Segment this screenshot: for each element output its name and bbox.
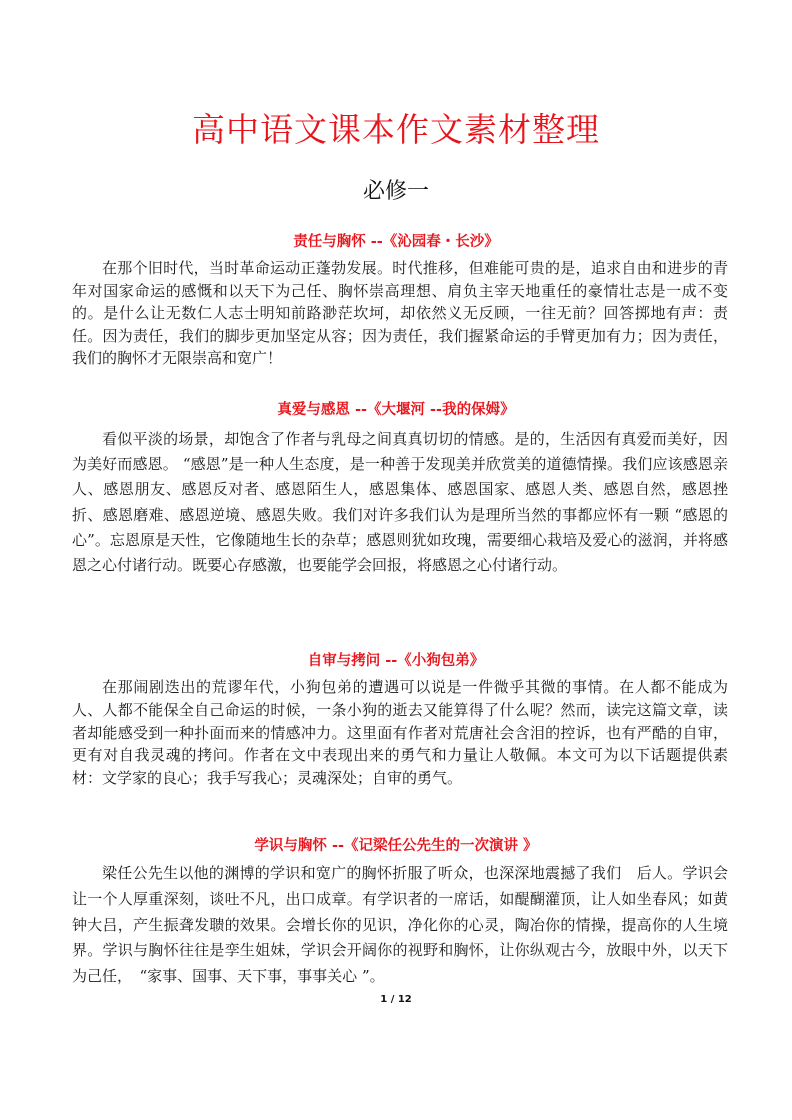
section-responsibility (0, 230, 792, 370)
section-heading: 责任与胸怀 --《沁园春・长沙》 (293, 234, 499, 250)
section-heading: 真爱与感恩 --《大堰河 --我的保姆》 (277, 402, 515, 418)
section-heading: 自审与拷问 --《小狗包弟》 (307, 653, 485, 669)
section-body: 在那个旧时代，当时革命运动正蓬勃发展。时代推移，但难能可贵的是，追求自由和进步的青年对国家命运的感慨和以天下为己任、胸怀崇高理想、肩负主宰天地重任的豪情壮志是一成不变的。是什么让无数仁人志士明知前路渺茫坎坷，却依然义无反顾，一往无前？回答掷地有声：责任。因为责任，我们的脚步更加坚定从容；因为责任，我们握紧命运的手臂更加有力；因为责任，我们的胸怀才无限崇高和宽广！ (72, 259, 728, 367)
document-subtitle: 必修一 (362, 179, 429, 204)
section-body: 看似平淡的场景，却饱含了作者与乳母之间真真切切的情感。是的，生活因有真爱而美好，因为美好而感恩。 “感恩”是一种人生态度，是一种善于发现美并欣赏美的道德情操。我们应该感恩亲人、感恩朋友、感恩反对者、感恩陌生人，感恩集体、感恩国家、感恩人类、感恩自然，感恩挫折、感恩磨难、感恩逆境、感恩失败。我们对许多我们认为是理所当然的事都应怀有一颗 “感恩的心”。忘恩原是天性，它像随地生长的杂草；感恩则犹如玫瑰，需要细心栽培及爱心的滋润，并将感恩之心付诸行动。既要心存感激，也要能学会回报，将感恩之心付诸行动。 (72, 430, 728, 575)
section-body: 在那闹剧迭出的荒谬年代，小狗包弟的遭遇可以说是一件微乎其微的事情。在人都不能成为人、人都不能保全自己命运的时候，一条小狗的逝去又能算得了什么呢？然而，读完这篇文章，读者却能感受到一种扑面而来的情感冲力。这里面有作者对荒唐社会含泪的控诉，也有严酷的自审，更有对自我灵魂的拷问。作者在文中表现出来的勇气和力量让人敬佩。本文可为以下话题提供素材：文学家的良心；我手写我心；灵魂深处；自审的勇气。 (72, 678, 728, 788)
section-body: 梁任公先生以他的渊博的学识和宽广的胸怀折服了听众，也深深地震撼了我们 后人。学识会让一个人厚重深刻，谈吐不凡，出口成章。有学识者的一席话，如醍醐灌顶，让人如坐春风；如黄钟大吕，产生振聋发聩的效果。会增长你的见识，净化你的心灵，陶冶你的情操，提高你的人生境界。学识与胸怀往往是孪生姐妹，学识会开阔你的视野和胸怀，让你纵观古今，放眼中外，以天下为己任， “家事、国事、天下事，事事关心 ”。 (72, 864, 728, 986)
section-gratitude (0, 398, 792, 578)
section-heading: 学识与胸怀 --《记梁任公先生的一次演讲 》 (254, 838, 538, 854)
page-indicator: 1 / 12 (380, 994, 412, 1005)
section-self-examination (0, 649, 792, 790)
document-title: 高中语文课本作文素材整理 (192, 110, 600, 149)
section-learning (0, 834, 792, 990)
